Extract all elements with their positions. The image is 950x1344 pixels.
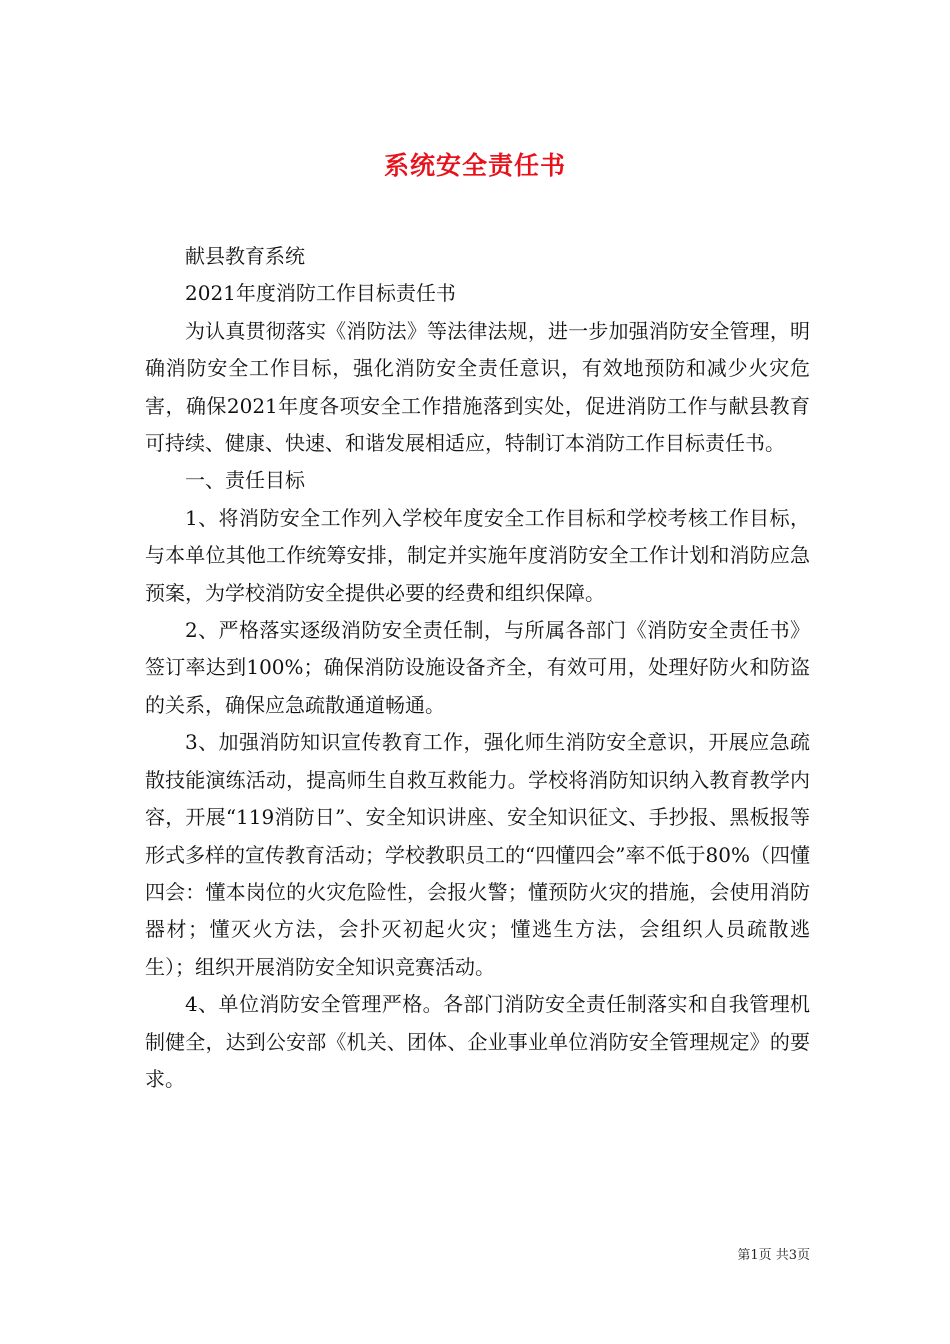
paragraph-item-4: 4、单位消防安全管理严格。各部门消防安全责任制落实和自我管理机制健全，达到公安部《机关、团体、企业事业单位消防安全管理规定》的要求。 [145, 992, 810, 1091]
document-title: 系统安全责任书 [383, 150, 566, 180]
paragraph-item-2: 2、严格落实逐级消防安全责任制，与所属各部门《消防安全责任书》签订率达到100%；确保消防设施设备齐全，有效可用，处理好防火和防盗的关系，确保应急疏散通道畅通。 [145, 618, 810, 717]
page-number: 第1页 共3页 [737, 1248, 810, 1263]
paragraph-item-1: 1、将消防安全工作列入学校年度安全工作目标和学校考核工作目标，与本单位其他工作统筹安排，制定并实施年度消防安全工作计划和消防应急预案，为学校消防安全提供必要的经费和组织保障。 [145, 505, 810, 605]
paragraph-organization: 献县教育系统 [185, 244, 305, 268]
section-heading-responsibility-goals: 一、责任目标 [185, 468, 305, 493]
paragraph-intro: 为认真贯彻落实《消防法》等法律法规，进一步加强消防安全管理，明确消防安全工作目标，强化消防安全责任意识，有效地预防和减少火灾危害，确保2021年度各项安全工作措施落到实处，促进消防工作与献县教育可持续、健康、快速、和谐发展相适应，特制订本消防工作目标责任书。 [145, 318, 810, 456]
paragraph-subtitle: 2021年度消防工作目标责任书 [185, 281, 456, 306]
document-body [145, 238, 810, 1098]
paragraph-item-3: 3、加强消防知识宣传教育工作，强化师生消防安全意识，开展应急疏散技能演练活动，提高师生自救互救能力。学校将消防知识纳入教育教学内容，开展“119消防日”、安全知识讲座、安全知识征文、手抄报、黑板报等形式多样的宣传教育活动；学校教职员工的“四懂四会”率不低于80%（四懂四会：懂本岗位的火灾危险性，会报火警；懂预防火灾的措施，会使用消防器材；懂灭火方法，会扑灭初起火灾；懂逃生方法，会组织人员疏散逃生）；组织开展消防安全知识竞赛活动。 [145, 730, 810, 979]
